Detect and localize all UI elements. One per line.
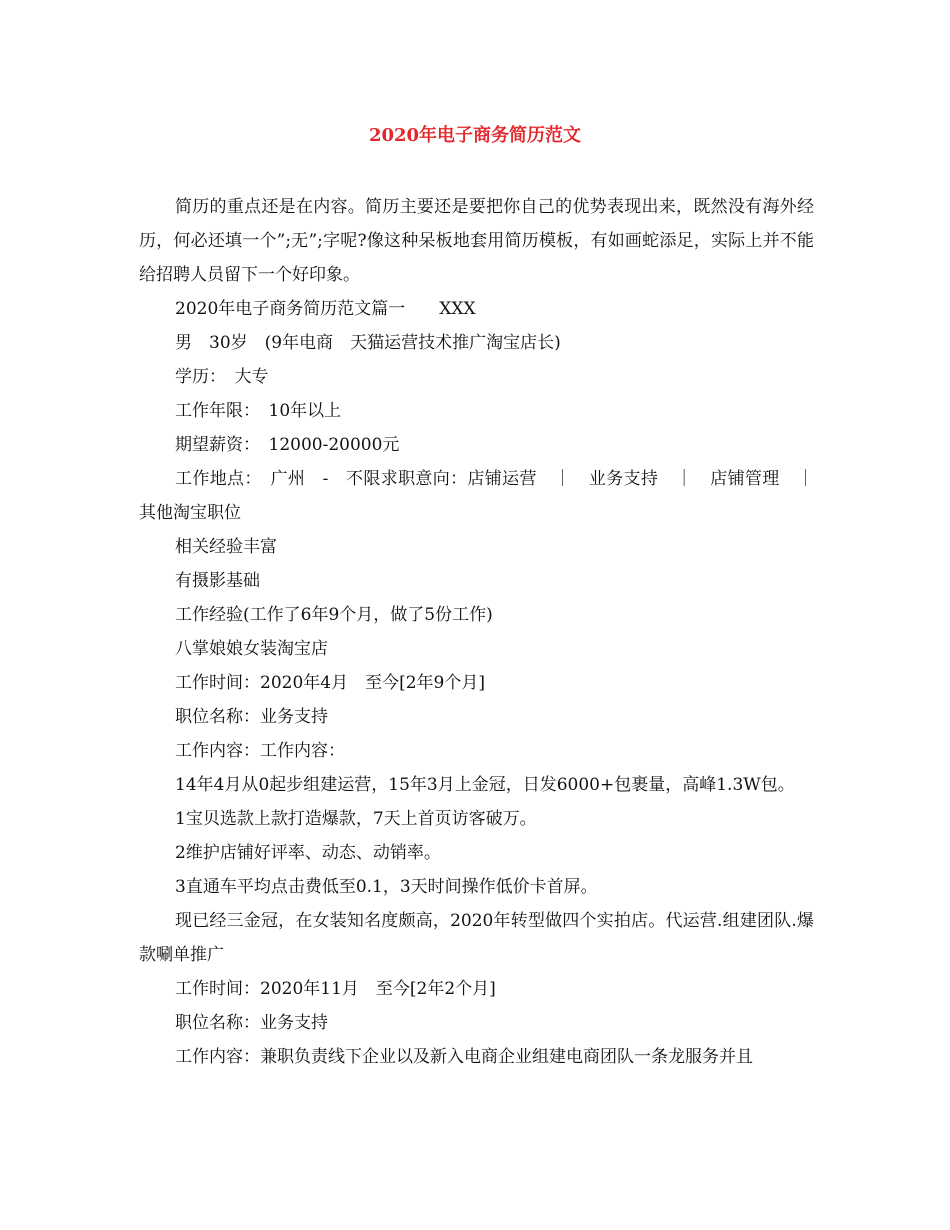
paragraph: 工作时间：2020年4月 至今[2年9个月] [175,673,485,693]
paragraph: 工作年限： 10年以上 [175,401,342,421]
document-title: 2020年电子商务简历范文 [368,125,582,146]
paragraph: 现已经三金冠，在女装知名度颇高，2020年转型做四个实拍店。代运营.组建团队.爆款唰单推广 [139,911,814,965]
paragraph: 2020年电子商务简历范文篇一 XXX [175,299,476,319]
paragraph: 工作地点： 广州 - 不限求职意向：店铺运营 ｜ 业务支持 ｜ 店铺管理 ｜ 其他淘宝职位 [139,469,831,523]
paragraph: 简历的重点还是在内容。简历主要还是要把你自己的优势表现出来，既然没有海外经历，何必还填一个”;无”;字呢?像这种呆板地套用简历模板，有如画蛇添足，实际上并不能给招聘人员留下一个好印象。 [139,197,814,285]
paragraph: 工作时间：2020年11月 至今[2年2个月] [175,979,496,999]
paragraph: 14年4月从0起步组建运营，15年3月上金冠，日发6000+包裹量，高峰1.3W包。 [175,775,795,795]
paragraph: 八掌娘娘女装淘宝店 [175,639,328,659]
paragraph: 工作内容：工作内容： [175,741,345,761]
paragraph: 有摄影基础 [175,571,260,591]
paragraph: 期望薪资： 12000-20000元 [175,435,400,455]
paragraph: 相关经验丰富 [175,537,277,557]
paragraph: 3直通车平均点击费低至0.1，3天时间操作低价卡首屏。 [175,877,598,897]
document-body [139,190,831,1074]
paragraph: 职位名称：业务支持 [175,707,328,727]
paragraph: 男 30岁 (9年电商 天猫运营技术推广淘宝店长) [175,333,561,353]
paragraph: 1宝贝选款上款打造爆款，7天上首页访客破万。 [175,809,537,829]
paragraph: 工作经验(工作了6年9个月，做了5份工作) [175,605,493,625]
paragraph: 工作内容：兼职负责线下企业以及新入电商企业组建电商团队一条龙服务并且 [175,1047,753,1067]
paragraph: 职位名称：业务支持 [175,1013,328,1033]
paragraph: 学历： 大专 [175,367,269,387]
paragraph: 2维护店铺好评率、动态、动销率。 [175,843,441,863]
